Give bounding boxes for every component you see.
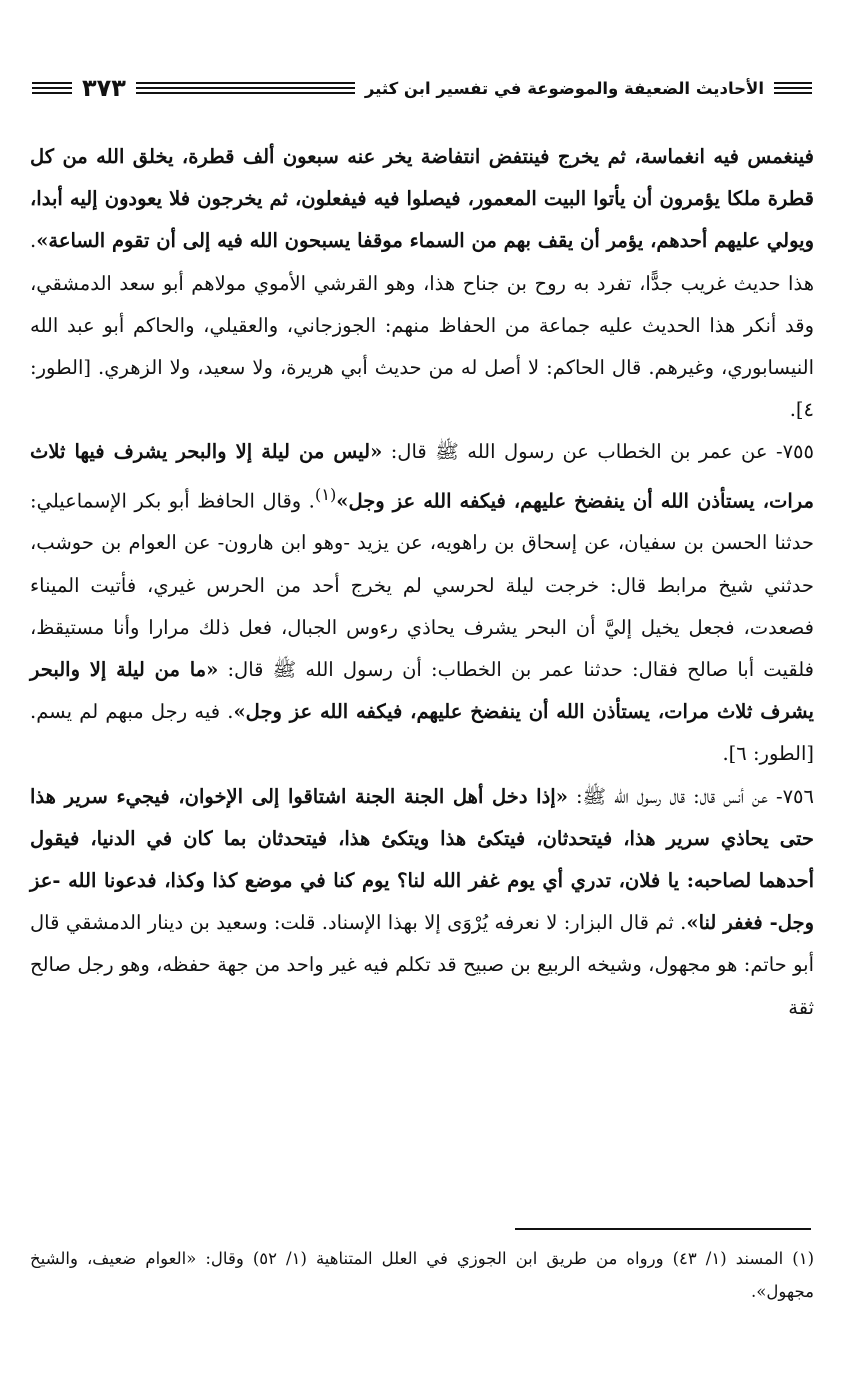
- page-number: ٣٧٣: [82, 74, 126, 102]
- hadith-intro: ٧٥٦- عن أنس قال: قال رسول الله ﷺ:: [567, 784, 814, 808]
- hadith-intro: ٧٥٥- عن عمر بن الخطاب عن رسول الله ﷺ قال:: [382, 440, 814, 464]
- hadith-text: «إذا دخل أهل الجنة الجنة اشتاقوا إلى الإخوان، فيجيء سرير هذا حتى يحاذي سرير هذا، فيتحدثان، فيتكئ هذا ويتكئ هذا، فيتحدثان بما كان في الدنيا، فيقول أحدهما لصاحبه: يا فلان، تدري أي يوم غفر الله لنا؟ يوم كنا في موضع كذا وكذا، فدعونا الله -عز وجل- فغفر لنا»: [30, 784, 814, 935]
- footnote-1: (١) المسند (١/ ٤٣) ورواه من طريق ابن الجوزي في العلل المتناهية (١/ ٥٢) وقال: «العوام ضعيف، والشيخ مجهول».: [30, 1249, 814, 1301]
- commentary-text: . ثم قال البزار: لا نعرفه يُرْوَى إلا بهذا الإسناد. قلت: وسعيد بن دينار الدمشقي قال أبو حاتم: هو مجهول، وشيخه الربيع بن صبيح قد تكلم فيه غير واحد من جهة حفظه، وهو رجل صالح ثقة: [30, 911, 814, 1019]
- header-rule-right: [774, 78, 812, 98]
- commentary-text: . فيه رجل مبهم لم يسم. [الطور: ٦].: [30, 700, 814, 766]
- running-header: [32, 70, 812, 106]
- hadith-text: «ليس من ليلة إلا والبحر يشرف فيها ثلاث مرات، يستأذن الله أن ينفضخ عليهم، فيكفه الله عز وجل»: [30, 440, 814, 513]
- commentary-text: . وقال الحافظ أبو بكر الإسماعيلي: حدثنا الحسن بن سفيان، عن إسحاق بن راهويه، عن يزيد -وهو ابن هارون- عن العوام بن حوشب، حدثني شيخ مرابط قال: خرجت ليلة لحرسي لم يخرج أحد من الحرس غيري، فأتيت الميناء فصعدت، فجعل يخيل إليَّ أن البحر يشرف يحاذي رءوس الجبال، فعل ذلك مرارا وأنا مستيقظ، فلقيت أبا صالح فقال: حدثنا عمر بن الخطاب: أن رسول الله ﷺ قال:: [30, 489, 814, 681]
- paragraph-hadith-755: [30, 431, 814, 775]
- main-text: [30, 136, 814, 1029]
- footnote-marker: (١): [314, 484, 337, 504]
- header-title: الأحاديث الضعيفة والموضوعة في تفسير ابن كثير: [364, 78, 764, 98]
- header-rule-left: [32, 78, 72, 98]
- footnotes: [30, 1242, 814, 1308]
- footnote-separator: [515, 1228, 811, 1230]
- hadith-text: «ما من ليلة إلا والبحر يشرف ثلاث مرات، يستأذن الله أن ينفضخ عليهم، فيكفه الله عز وجل»: [30, 657, 814, 724]
- hadith-text: فينغمس فيه انغماسة، ثم يخرج فينتفض انتفاضة يخر عنه سبعون ألف قطرة، يخلق الله من كل قطرة ملكا يؤمرون أن يأتوا البيت المعمور، فيصلوا فيه فيفعلون، ثم يخرجون فلا يعودون إليه أبدا، ويولي عليهم أحدهم، يؤمر أن يقف بهم من السماء موقفا يسبحون الله فيه إلى أن تقوم الساعة»: [30, 145, 814, 253]
- paragraph-1: [30, 136, 814, 431]
- header-rule-middle: [136, 78, 355, 98]
- commentary-text: . هذا حديث غريب جدًّا، تفرد به روح بن جناح هذا، وهو القرشي الأموي مولاهم أبو سعد الدمشقي، وقد أنكر هذا الحديث عليه جماعة من الحفاظ منهم: الجوزجاني، والعقيلي، والحاكم أبو عبد الله النيسابوري، وغيرهم. قال الحاكم: لا أصل له من حديث أبي هريرة، ولا سعيد، ولا الزهري. [الطور: ٤].: [30, 229, 814, 422]
- paragraph-hadith-756: [30, 776, 814, 1029]
